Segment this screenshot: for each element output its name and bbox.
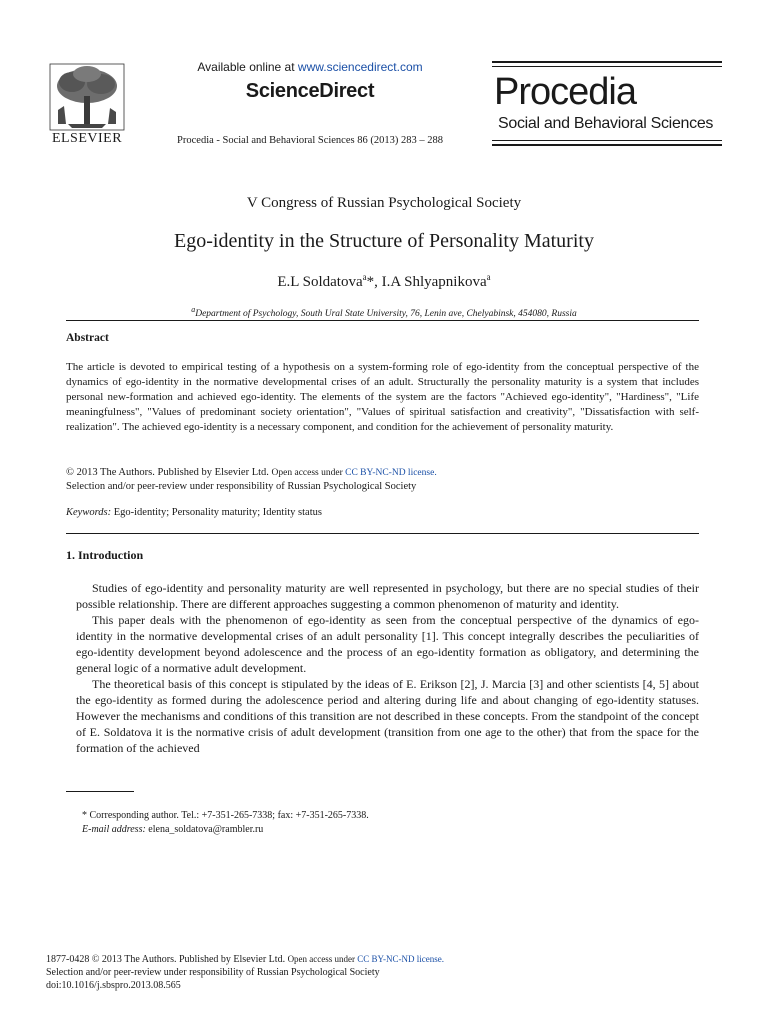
doi[interactable]: doi:10.1016/j.sbspro.2013.08.565 — [46, 980, 181, 991]
corresponding-author: * Corresponding author. Tel.: +7-351-265-7338; fax: +7-351-265-7338. — [82, 810, 369, 821]
corresponding-star: * — [366, 274, 375, 290]
procedia-title: Procedia — [494, 71, 636, 113]
journal-citation: Procedia - Social and Behavioral Sciences 86 (2013) 283 – 288 — [177, 135, 443, 146]
copyright-text: © 2013 The Authors. Published by Elsevier Ltd. — [66, 467, 272, 478]
congress-name: V Congress of Russian Psychological Society — [246, 195, 522, 211]
abstract-heading: Abstract — [66, 332, 109, 344]
affil-sup: a — [191, 305, 196, 314]
paragraph: Studies of ego-identity and personality maturity are well represented in psychology, but there are no special studies of their possible relationship. There are different approaches suggesting a common phenomenon of maturity and identity. — [76, 581, 699, 611]
license-link[interactable]: CC BY-NC-ND license. — [357, 954, 445, 964]
available-online — [150, 60, 470, 74]
footnote-rule — [66, 791, 134, 792]
email-value[interactable]: elena_soldatova@rambler.ru — [145, 824, 264, 835]
publisher-name: ELSEVIER — [51, 131, 123, 146]
paragraph: The theoretical basis of this concept is stipulated by the ideas of E. Erikson [2], J. Marcia [3] and other scientists [4, 5] about the ego-identity as formed during the adolescence period and altering during life and about changing of ego-identity statuses. However the mechanisms and conditions of this transition are not described in these concepts. From the standpoint of the concept of E. Soldatova it is the normative crisis of adult development (transition from one age to the other) that from the space for the formation of the achieved — [76, 677, 699, 755]
review-line: Selection and/or peer-review under responsibility of Russian Psychological Society — [46, 967, 380, 978]
sciencedirect-url-link[interactable]: www.sciencedirect.com — [297, 60, 423, 74]
author-affil-sup: a — [362, 272, 367, 282]
divider — [66, 533, 699, 534]
introduction-body — [76, 580, 699, 756]
paper-title: Ego-identity in the Structure of Personality Maturity — [174, 230, 594, 252]
procedia-subtitle: Social and Behavioral Sciences — [498, 115, 714, 132]
procedia-bottom-rule — [492, 144, 722, 146]
procedia-top-rule — [492, 61, 722, 63]
open-access-text: Open access under — [287, 954, 358, 964]
keywords — [66, 507, 322, 518]
paragraph: This paper deals with the phenomenon of ego-identity as seen from the conceptual perspective of the dynamics of ego-identity in the normative developmental crises of an adult personality [1]. This concept integrally describes the peculiarities of ego-identity development beyond adolescence and the process of an ego-identity formation as obligatory, and determining the general logic of a normative adult development. — [76, 613, 699, 675]
author-list — [66, 272, 702, 291]
issn-copyright: 1877-0428 © 2013 The Authors. Published by Elsevier Ltd. — [46, 954, 288, 965]
author-name: I.A Shlyapnikova — [381, 274, 487, 290]
review-line: Selection and/or peer-review under responsibility of Russian Psychological Society — [66, 481, 417, 492]
section-heading: 1. Introduction — [66, 548, 144, 562]
page-footer — [46, 953, 686, 992]
author-name: E.L Soldatova — [277, 274, 363, 290]
keywords-value: Ego-identity; Personality maturity; Identity status — [111, 507, 322, 518]
procedia-top-rule-thin — [492, 66, 722, 67]
keywords-label: Keywords: — [66, 507, 112, 518]
abstract-copyright — [66, 466, 699, 494]
license-link[interactable]: CC BY-NC-ND license. — [345, 468, 437, 478]
abstract-text: The article is devoted to empirical testing of a hypothesis on a system-forming role of ego-identity from the conceptual perspective of the dynamics of ego-identity in the normative developmental crises of an adult. Structurally the personality maturity is a system that includes personal new-formation and achieved ego-identity. The elements of the system are the factors "Achieved ego-identity", "Hardiness", "Life meaningfulness", "Values of predominant society orientation", "Values of spiritual satisfaction and creativity", "Dissatisfaction with self-realization". The achieved ego-identity is a necessary component, and condition for the achievement of personality maturity. — [66, 361, 699, 433]
procedia-bottom-rule-thin — [492, 140, 722, 141]
open-access-text: Open access under — [271, 468, 346, 478]
author-separator: , — [374, 274, 382, 290]
available-prefix: Available online at — [197, 60, 298, 74]
email-label: E-mail address: — [82, 824, 146, 835]
affiliation — [66, 305, 702, 319]
author-affil-sup: a — [486, 272, 491, 282]
sciencedirect-logo: ScienceDirect — [245, 80, 375, 102]
affiliation-text: Department of Psychology, South Ural State University, 76, Lenin ave, Chelyabinsk, 454080, Russia — [195, 309, 577, 320]
divider — [66, 320, 699, 321]
footnote — [82, 809, 369, 837]
